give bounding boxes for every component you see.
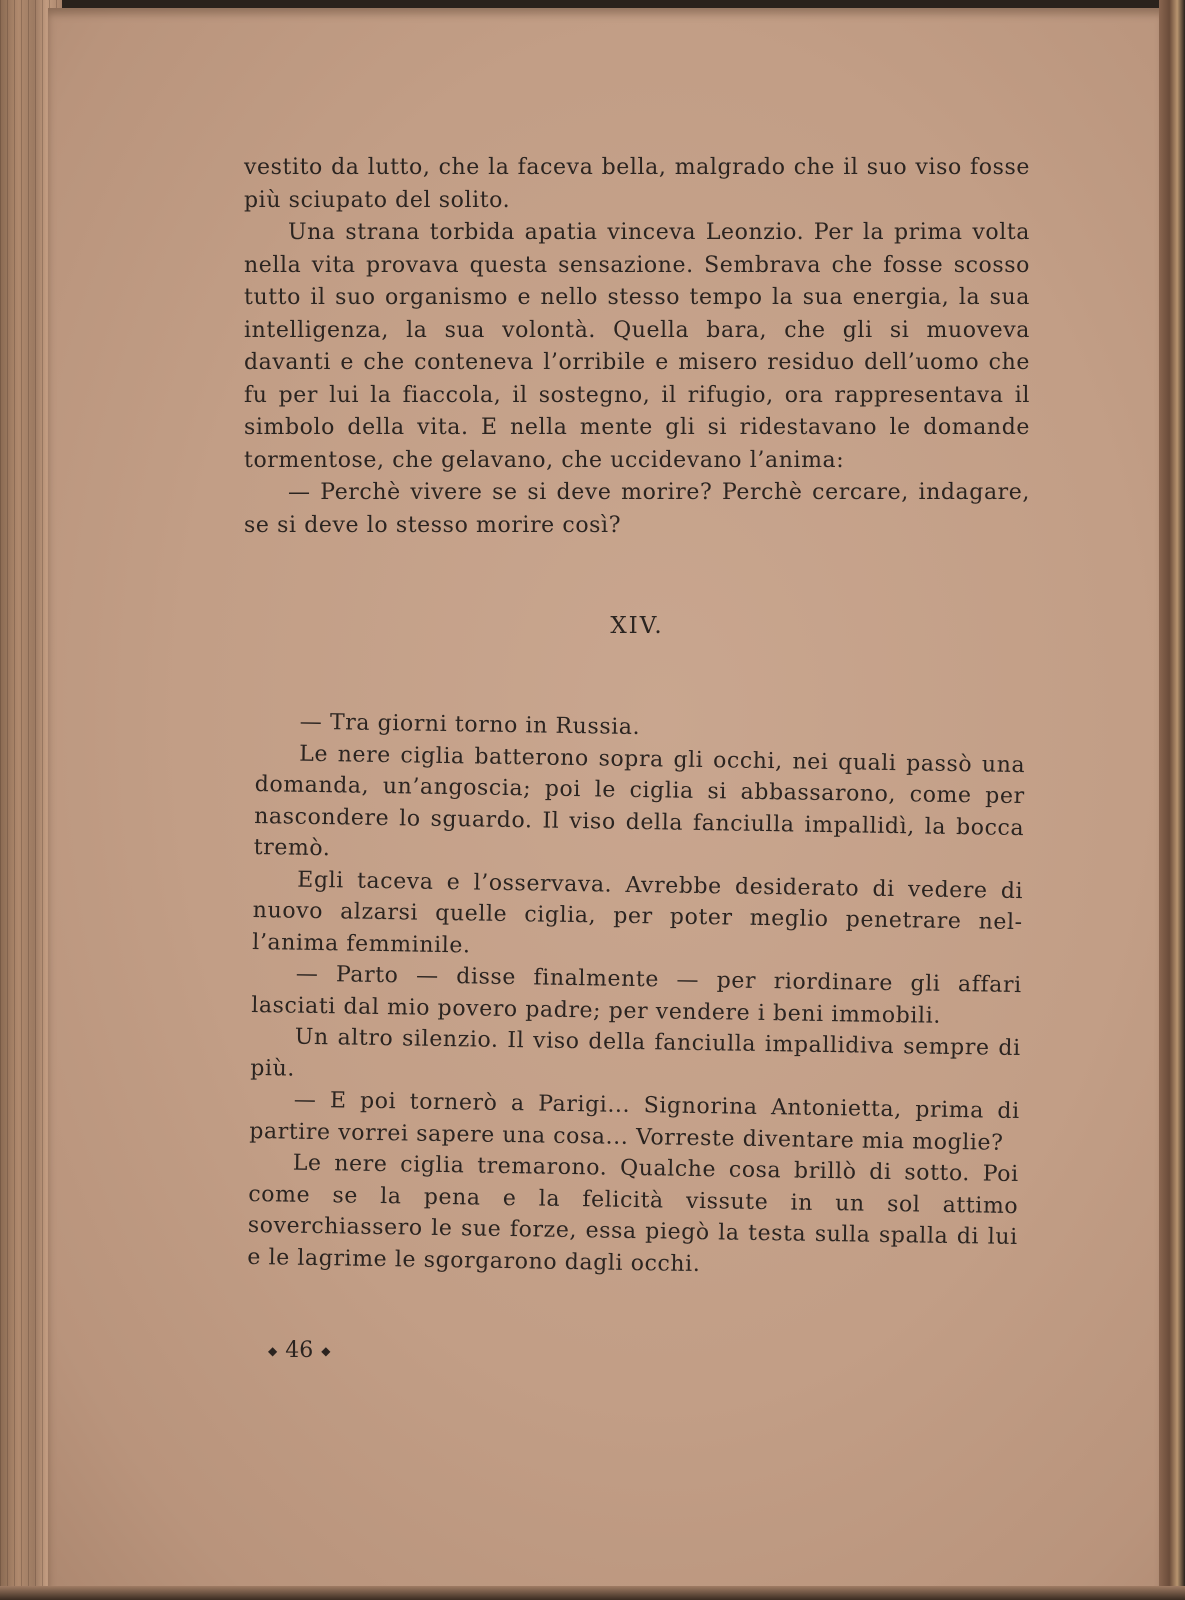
paragraph: Una strana torbida apatia vinceva Leonzio. Per la prima volta nella vita provava questa sensazione. Sembrava che fosse scosso tutto il suo organismo e nello stesso tempo la sua energia, la sua intelligenza, la sua volontà. Quella bara, che gli si muoveva davanti e che conteneva l’orribile e misero residuo dell’uomo che fu per lui la fiaccola, il sostegno, il rifugio, ora rappresentava il simbolo della vita. E nella mente gli si ridestavano le domande tormentose, che gelavano, che uccidevano l’anima:	[244, 220, 1030, 473]
chapter-heading: XIV.	[610, 613, 664, 639]
page-number	[268, 1338, 330, 1363]
book-spine-edge	[1159, 0, 1185, 1600]
paragraph: — Parto — disse finalmente — per riordinare gli affari lasciati dal mio povero padre; per vendere i beni immobili.	[251, 961, 1022, 1029]
paragraph: — Perchè vivere se si deve morire? Perchè cercare, indagare, se si deve lo stesso morire così?	[244, 480, 1030, 538]
paragraph: Le nere ciglia tremarono. Qualche cosa brillò di sotto. Poi come se la pena e la felicità vissute in un sol attimo soverchiassero le sue forze, essa piegò la testa sulla spalla di lui e le lagrime le sgorgarono dagli occhi.	[247, 1150, 1019, 1277]
paragraph: Un altro silenzio. Il viso della fanciulla impallidiva sempre di più.	[250, 1024, 1021, 1082]
paragraph: — Tra giorni torno in Russia.	[299, 709, 641, 741]
body-text-bottom	[247, 706, 1026, 1285]
body-text-top	[244, 152, 1030, 676]
diamond-ornament-icon: ◆	[321, 1343, 331, 1358]
page-number-value: 46	[285, 1338, 314, 1363]
scan-bottom-edge	[0, 1586, 1185, 1600]
paragraph: vestito da lutto, che la faceva bella, malgrado che il suo viso fosse più sciupato del solito.	[244, 155, 1030, 213]
paragraph: Egli taceva e l’osservava. Avrebbe desiderato di vedere di nuovo alzarsi quelle ciglia, per poter meglio penetrare nel-l’anima femminile.	[252, 867, 1024, 958]
paragraph: — E poi tornerò a Parigi... Signorina Antonietta, prima di partire vorrei sapere una cosa... Vorreste diventare mia moglie?	[249, 1087, 1020, 1156]
paragraph: Le nere ciglia batterono sopra gli occhi, nei quali passò una domanda, un’angoscia; poi le ciglia si abbassarono, come per nascondere lo sguardo. Il viso della fanciulla impallidì, la bocca tremò.	[253, 741, 1026, 862]
diamond-ornament-icon: ◆	[268, 1343, 278, 1358]
